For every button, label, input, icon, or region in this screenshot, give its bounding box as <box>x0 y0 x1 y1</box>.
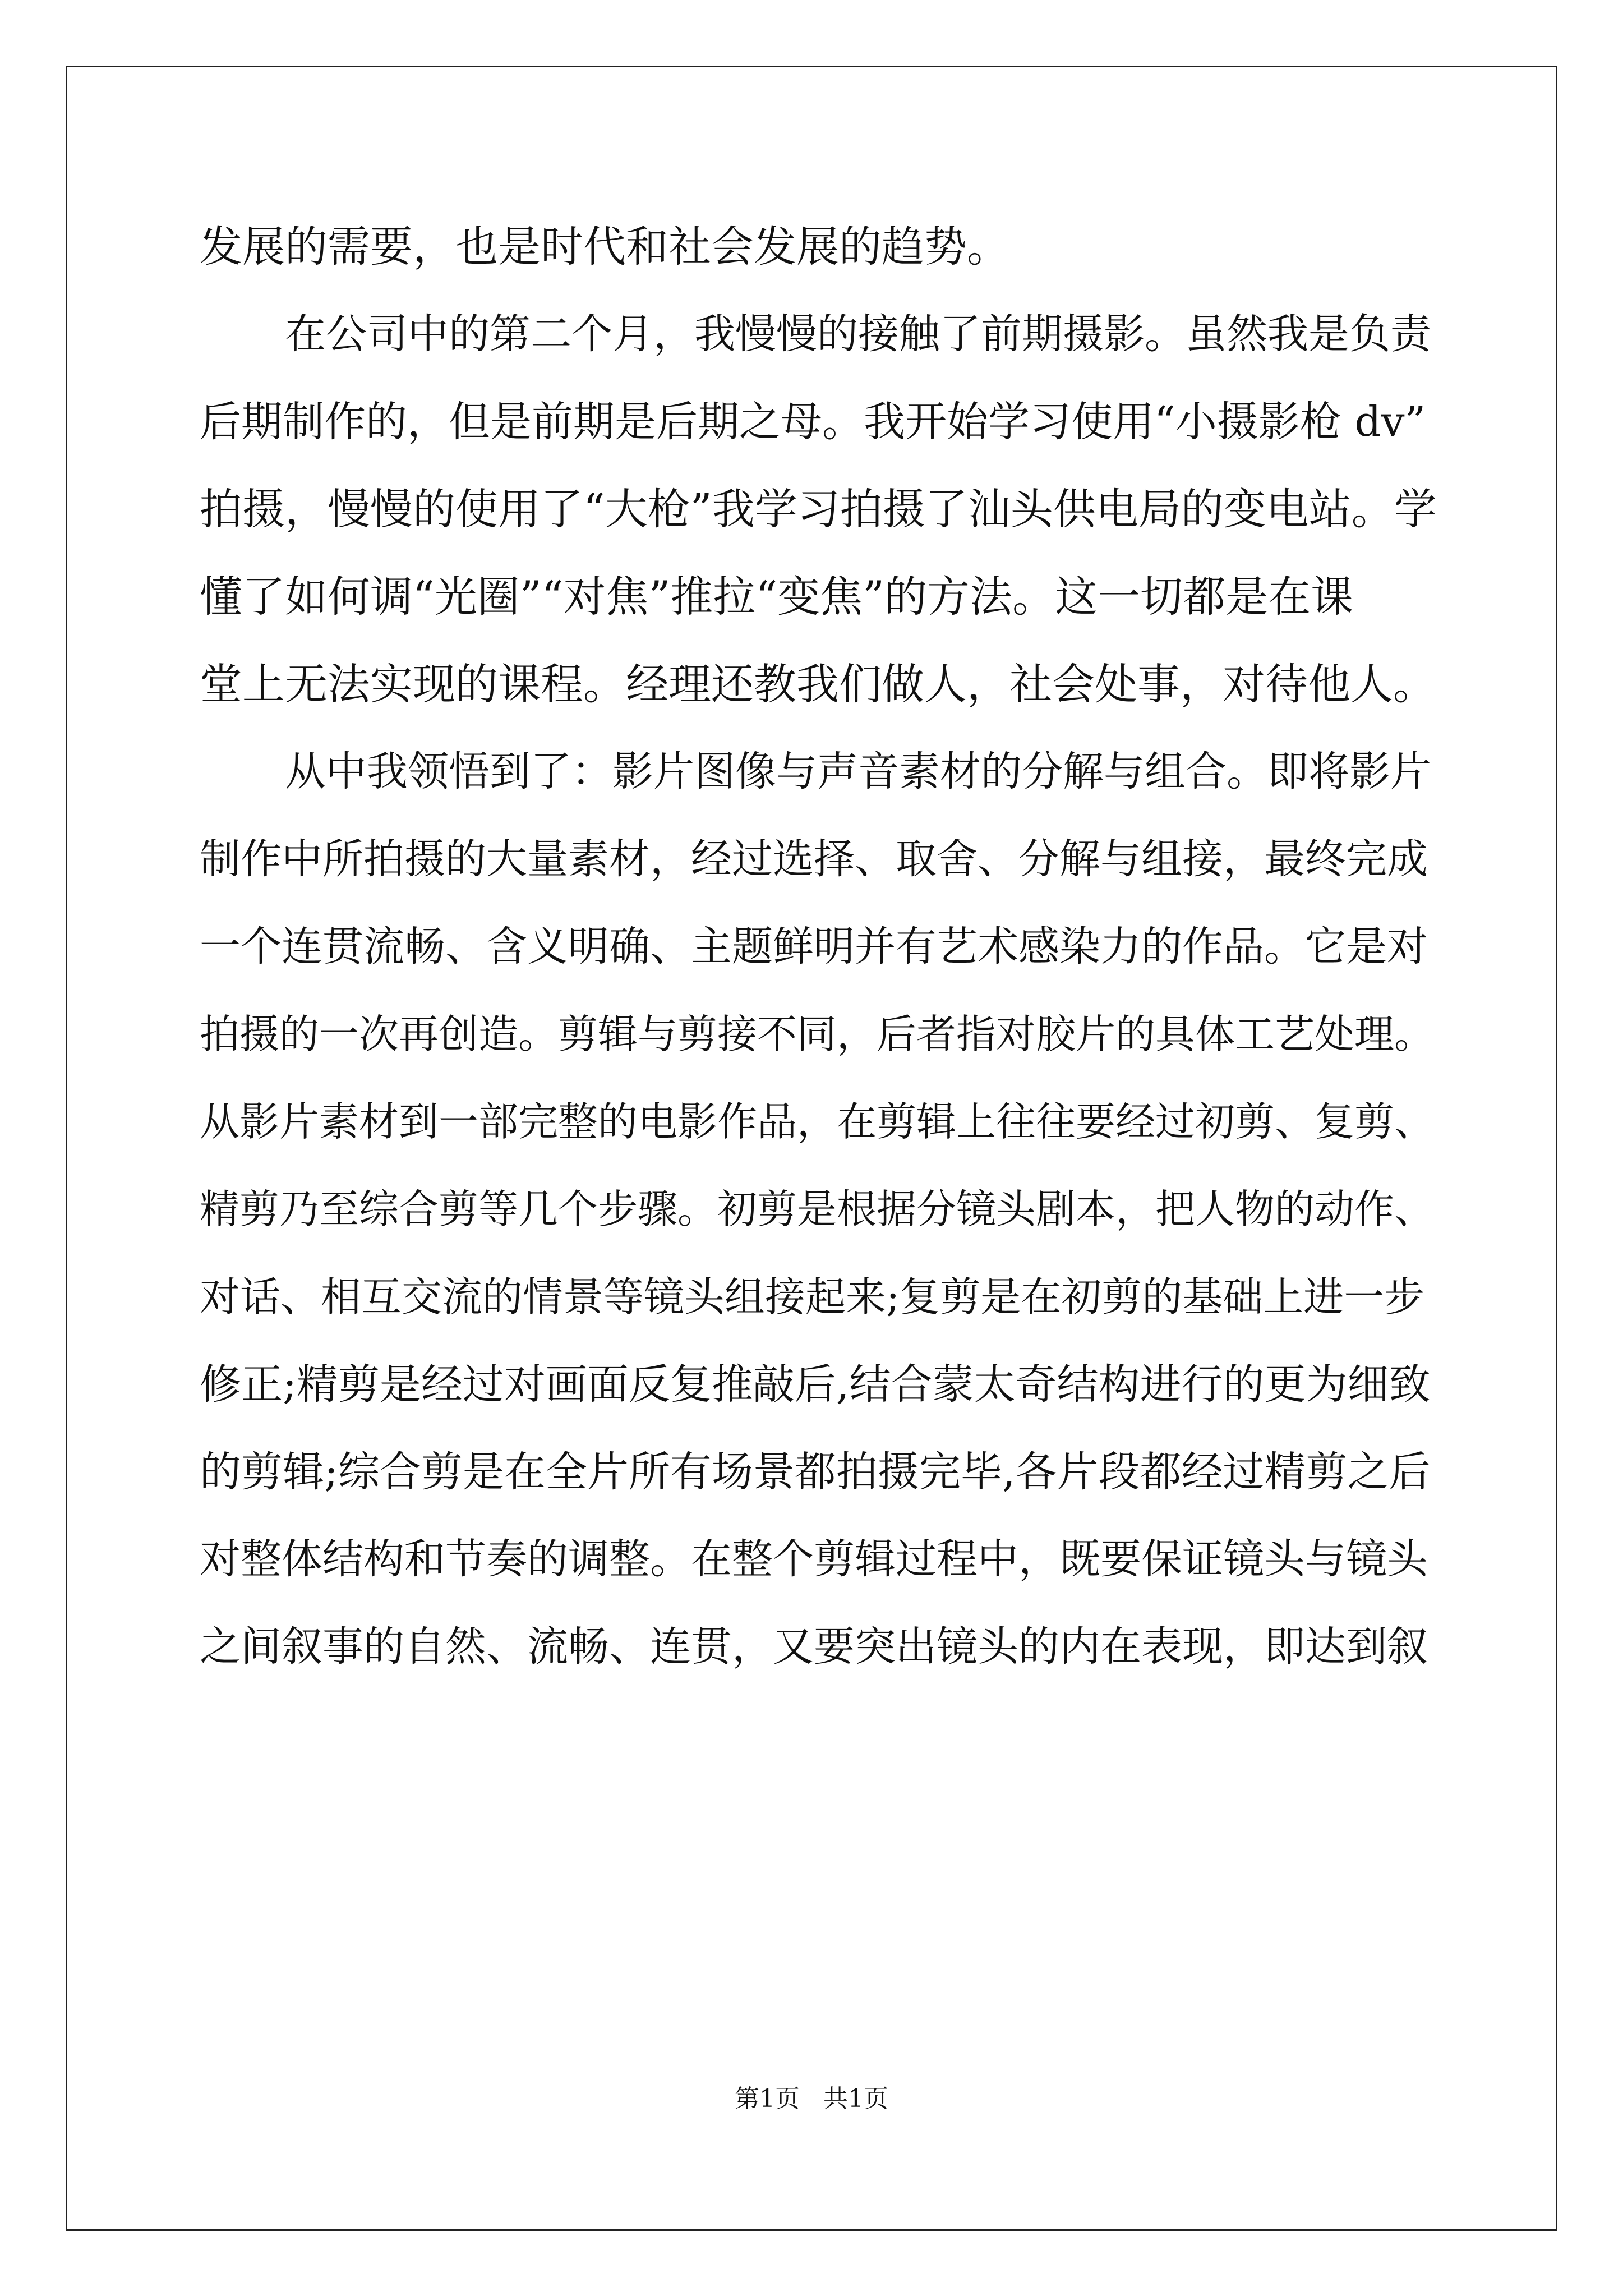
text-line-10: 拍摄的一次再创造。剪辑与剪接不同，后者指对胶片的具体工艺处理。 <box>200 1011 1435 1057</box>
text-line-2: 在公司中的第二个月，我慢慢的接触了前期摄影。虽然我是负责 <box>285 310 1431 358</box>
text-line-9: 一个连贯流畅、含义明确、主题鲜明并有艺术感染力的作品。它是对 <box>200 923 1428 970</box>
text-line-8: 制作中所拍摄的大量素材，经过选择、取舍、分解与组接，最终完成 <box>200 835 1428 883</box>
text-line-12: 精剪乃至综合剪等几个步骤。初剪是根据分镜头剧本，把人物的动作、 <box>200 1186 1435 1232</box>
text-line-17: 之间叙事的自然、流畅、连贯，又要突出镜头的内在表现，即达到叙 <box>200 1623 1428 1671</box>
text-line-16: 对整体结构和节奏的调整。在整个剪辑过程中，既要保证镜头与镜头 <box>200 1535 1428 1583</box>
text-line-11: 从影片素材到一部完整的电影作品，在剪辑上往往要经过初剪、复剪、 <box>200 1098 1435 1145</box>
text-line-7: 从中我领悟到了：影片图像与声音素材的分解与组合。即将影片 <box>285 748 1431 795</box>
text-line-4: 拍摄，慢慢的使用了“大枪”我学习拍摄了汕头供电局的变电站。学 <box>200 484 1437 534</box>
text-line-1: 发展的需要，也是时代和社会发展的趋势。 <box>200 222 1009 272</box>
text-line-5: 懂了如何调“光圈”“对焦”推拉“变焦”的方法。这一切都是在课 <box>200 572 1354 622</box>
text-line-15: 的剪辑;综合剪是在全片所有场景都拍摄完毕,各片段都经过精剪之后 <box>200 1448 1431 1496</box>
text-line-13: 对话、相互交流的情景等镜头组接起来;复剪是在初剪的基础上进一步 <box>200 1273 1425 1320</box>
text-line-3: 后期制作的，但是前期是后期之母。我开始学习使用“小摄影枪 dv” <box>200 398 1426 446</box>
text-line-6: 堂上无法实现的课程。经理还教我们做人，社会处事，对待他人。 <box>200 659 1436 709</box>
page-footer: 第1页 共1页 <box>735 2085 888 2113</box>
text-line-14: 修正;精剪是经过对画面反复推敲后,结合蒙太奇结构进行的更为细致 <box>200 1360 1431 1409</box>
